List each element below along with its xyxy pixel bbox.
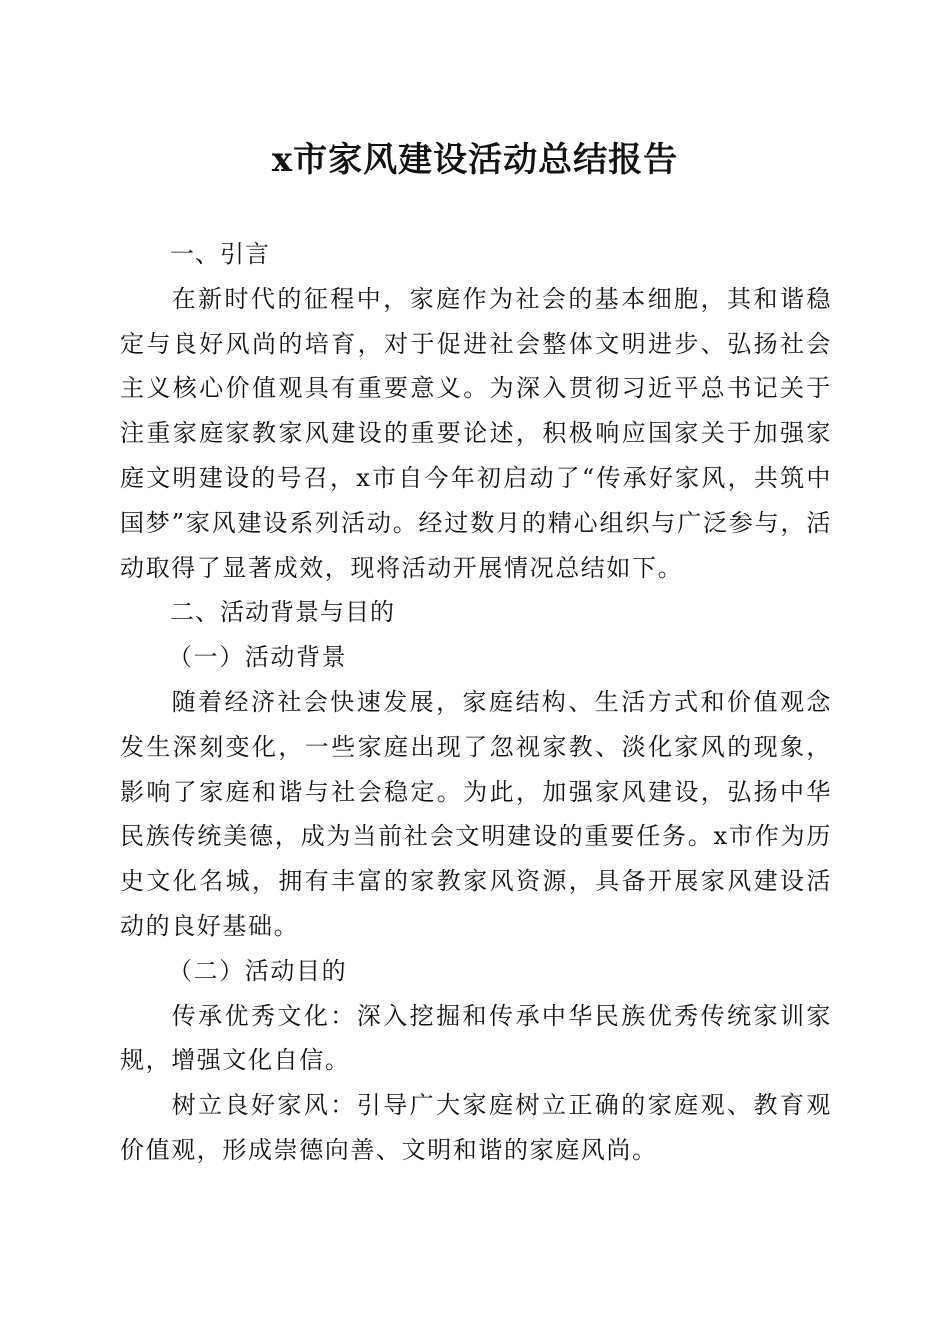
purpose-paragraph-culture: 传承优秀文化：深入挖掘和传承中华民族优秀传统家训家规，增强文化自信。: [120, 1001, 832, 1075]
introduction-paragraph: 在新时代的征程中，家庭作为社会的基本细胞，其和谐稳定与良好风尚的培育，对于促进社会整体文明进步、弘扬社会主义核心价值观具有重要意义。为深入贯彻习近平总书记关于注重家庭家教家风建设的重要论述，积极响应国家关于加强家庭文明建设的号召，x市自今年初启动了“传承好家风，共筑中国梦”家风建设系列活动。经过数月的精心组织与广泛参与，活动取得了显著成效，现将活动开展情况总结如下。: [120, 284, 832, 582]
background-paragraph: 随着经济社会快速发展，家庭结构、生活方式和价值观念发生深刻变化，一些家庭出现了忽视家教、淡化家风的现象，影响了家庭和谐与社会稳定。为此，加强家风建设，弘扬中华民族传统美德，成为当前社会文明建设的重要任务。x市作为历史文化名城，拥有丰富的家教家风资源，具备开展家风建设活动的良好基础。: [120, 687, 832, 940]
subsection-heading-background: （一）活动背景: [168, 643, 348, 672]
section-heading-introduction: 一、引言: [170, 240, 270, 268]
document-title: x市家风建设活动总结报告: [271, 140, 679, 180]
subsection-heading-purpose: （二）活动目的: [168, 956, 348, 985]
section-heading-background-purpose: 二、活动背景与目的: [170, 598, 395, 627]
purpose-paragraph-family-style: 树立良好家风：引导广大家庭树立正确的家庭观、教育观价值观，形成崇德向善、文明和谐的家庭风尚。: [120, 1091, 832, 1164]
document-body: [120, 232, 832, 1173]
